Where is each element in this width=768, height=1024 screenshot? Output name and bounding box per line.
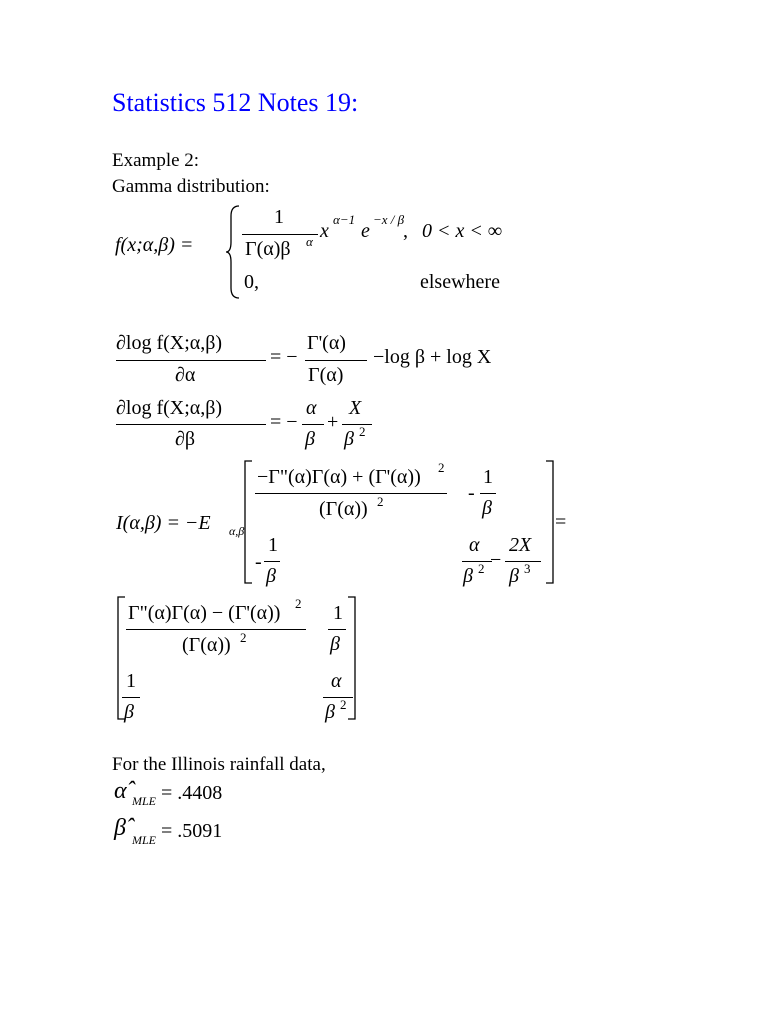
info-m11-num: −Γ"(α)Γ(α) + (Γ'(α))	[257, 466, 421, 488]
deriv-beta-frac2-den-sup: 2	[359, 424, 366, 439]
fraction-bar	[302, 424, 324, 425]
deriv-beta-frac2-den: β	[344, 428, 354, 450]
info-lhs: I(α,β) = −E	[116, 512, 211, 534]
pdf-case1-e-sup: −x / β	[373, 212, 405, 227]
beta-mle-value: = .5091	[161, 820, 223, 842]
info-m11-num-sup: 2	[438, 460, 445, 475]
info-m21-sign: -	[255, 551, 262, 573]
fraction-bar	[305, 360, 367, 361]
pdf-case1-e: e	[361, 220, 370, 242]
fraction-bar	[342, 424, 372, 425]
info-m21-num: 1	[268, 534, 278, 556]
matrix2-m21-num: 1	[126, 670, 136, 692]
deriv-beta-eq: = −	[270, 411, 298, 433]
info-m12-den: β	[482, 497, 492, 519]
deriv-beta-plus: +	[327, 411, 339, 433]
right-bracket-icon	[545, 460, 555, 584]
deriv-beta-frac1-num: α	[306, 397, 317, 419]
right-bracket-icon	[347, 596, 357, 720]
pdf-lhs: f(x;α,β) =	[115, 234, 194, 256]
pdf-case1-num: 1	[274, 206, 284, 228]
matrix2-m22-den: β	[325, 701, 335, 723]
info-equals: =	[555, 511, 567, 533]
pdf-case1-x-sup: α−1	[333, 212, 356, 227]
deriv-alpha-rest: −log β + log X	[373, 346, 492, 368]
matrix2-m22-den-sup: 2	[340, 697, 347, 712]
matrix2-m11-num: Γ"(α)Γ(α) − (Γ'(α))	[128, 602, 281, 624]
pdf-case2-value: 0,	[244, 271, 259, 293]
pdf-case1-den-sup: α	[306, 234, 313, 249]
gamma-label: Gamma distribution:	[112, 176, 270, 197]
fraction-bar	[122, 697, 140, 698]
info-m12-num: 1	[483, 466, 493, 488]
beta-mle-sub: MLE	[132, 833, 156, 847]
left-bracket-icon	[243, 460, 253, 584]
info-m22-b-den-sup: 3	[524, 561, 531, 576]
pdf-case1-den: Γ(α)β	[245, 238, 291, 260]
info-m22-b-num: 2X	[509, 534, 532, 556]
matrix2-m12-den: β	[330, 633, 340, 655]
fraction-bar	[116, 360, 266, 361]
matrix2-m11-num-sup: 2	[295, 596, 302, 611]
alpha-mle-symbol: α̂	[114, 778, 127, 804]
info-m11-den: (Γ(α))	[319, 498, 368, 520]
deriv-beta-frac2-num: X	[349, 397, 362, 419]
left-brace-icon	[225, 204, 241, 300]
deriv-alpha-eq: = −	[270, 346, 298, 368]
beta-mle-symbol: β̂	[114, 815, 126, 841]
deriv-alpha-den: ∂α	[175, 364, 196, 386]
info-m22-b-den: β	[509, 565, 519, 587]
pdf-case1-comma: ,	[403, 220, 408, 242]
deriv-beta-num: ∂log f(X;α,β)	[116, 397, 223, 419]
info-m22-minus: −	[490, 549, 502, 571]
deriv-beta-den: ∂β	[175, 428, 196, 450]
fraction-bar	[116, 424, 266, 425]
fraction-bar	[255, 493, 447, 494]
page-title: Statistics 512 Notes 19:	[112, 88, 359, 117]
deriv-alpha-num: ∂log f(X;α,β)	[116, 332, 223, 354]
info-m22-a-den: β	[463, 565, 473, 587]
alpha-mle-sub: MLE	[132, 794, 156, 808]
info-m12-sign: -	[468, 482, 475, 504]
matrix2-m22-num: α	[331, 670, 342, 692]
deriv-alpha-frac-num: Γ'(α)	[307, 332, 346, 354]
info-m22-a-den-sup: 2	[478, 561, 485, 576]
alpha-mle-value: = .4408	[161, 782, 223, 804]
matrix2-m11-den: (Γ(α))	[182, 634, 231, 656]
matrix2-m12-num: 1	[333, 602, 343, 624]
fraction-bar	[480, 493, 496, 494]
pdf-case1-x: x	[320, 220, 329, 242]
pdf-case2-cond: elsewhere	[420, 271, 500, 293]
info-m11-den-sup: 2	[377, 494, 384, 509]
deriv-beta-frac1-den: β	[305, 428, 315, 450]
matrix2-m11-den-sup: 2	[240, 630, 247, 645]
info-lhs-sub: α,β	[229, 524, 245, 538]
fraction-bar	[328, 629, 346, 630]
rainfall-text: For the Illinois rainfall data,	[112, 754, 326, 775]
info-m21-den: β	[266, 565, 276, 587]
fraction-bar	[505, 561, 541, 562]
pdf-case1-cond: 0 < x < ∞	[422, 220, 503, 242]
fraction-bar	[462, 561, 492, 562]
info-m22-a-num: α	[469, 534, 480, 556]
matrix2-m21-den: β	[124, 701, 134, 723]
deriv-alpha-frac-den: Γ(α)	[308, 364, 344, 386]
fraction-bar	[126, 629, 306, 630]
fraction-bar	[264, 561, 280, 562]
example-label: Example 2:	[112, 150, 200, 171]
